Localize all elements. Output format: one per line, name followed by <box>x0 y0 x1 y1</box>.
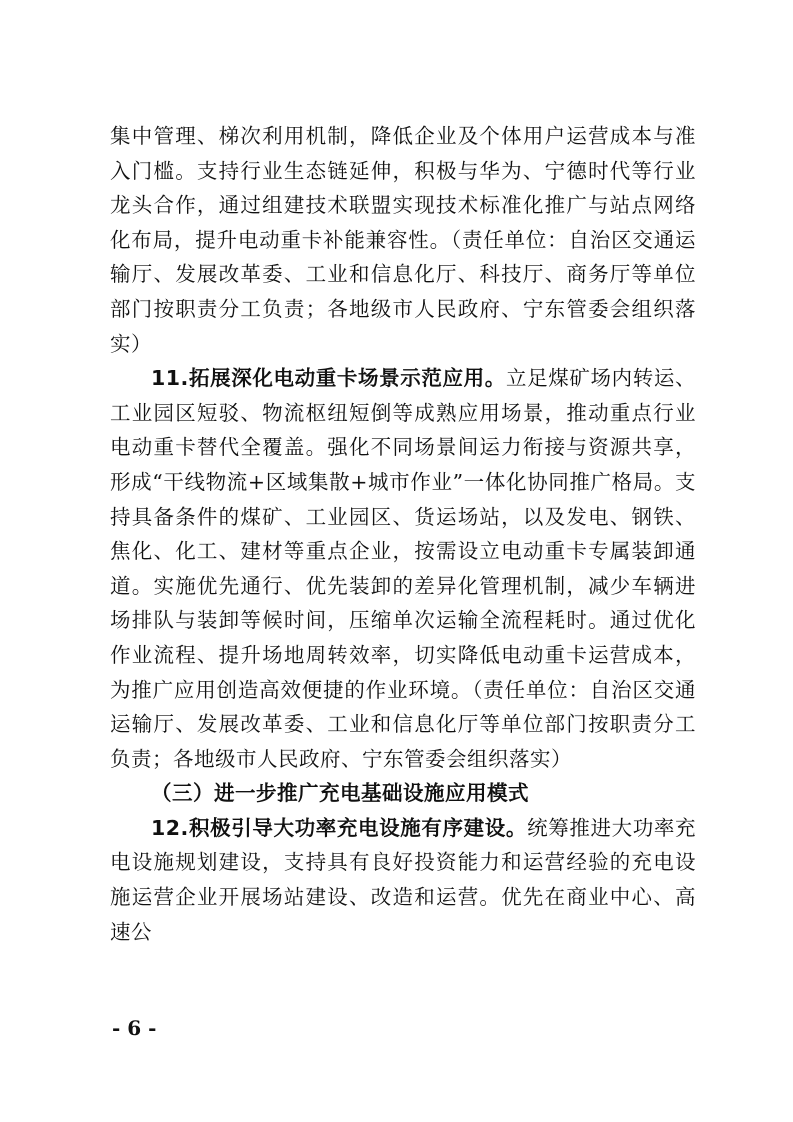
paragraph-item-12 <box>110 811 696 949</box>
paragraph-continued: 集中管理、梯次利用机制，降低企业及个体用户运营成本与准入门槛。支持行业生态链延伸，积极与华为、宁德时代等行业龙头合作，通过组建技术联盟实现技术标准化推广与站点网络化布局，提升电动重卡补能兼容性。（责任单位：自治区交通运输厅、发展改革委、工业和信息化厅、科技厅、商务厅等单位部门按职责分工负责；各地级市人民政府、宁东管委会组织落实） <box>110 124 696 356</box>
page-number: - 6 - <box>112 1016 157 1040</box>
section-3-heading: （三）进一步推广充电基础设施应用模式 <box>151 781 529 806</box>
item-12-heading: 12.积极引导大功率充电设施有序建设。 <box>151 815 528 840</box>
document-body <box>110 119 696 949</box>
item-12-body: 统筹推进大功率充电设施规划建设，支持具有良好投资能力和运营经验的充电设施运营企业开展场站建设、改造和运营。优先在商业中心、高速公 <box>110 815 696 944</box>
paragraph-item-11 <box>110 361 696 776</box>
item-11-body: 立足煤矿场内转运、工业园区短驳、物流枢纽短倒等成熟应用场景，推动重点行业电动重卡替代全覆盖。强化不同场景间运力衔接与资源共享，形成“干线物流+区域集散+城市作业”一体化协同推广格局。支持具备条件的煤矿、工业园区、货运场站，以及发电、钢铁、焦化、化工、建材等重点企业，按需设立电动重卡专属装卸通道。实施优先通行、优先装卸的差异化管理机制，减少车辆进场排队与装卸等候时间，压缩单次运输全流程耗时。通过优化作业流程、提升场地周转效率，切实降低电动重卡运营成本，为推广应用创造高效便捷的作业环境。（责任单位：自治区交通运输厅、发展改革委、工业和信息化厅等单位部门按职责分工负责；各地级市人民政府、宁东管委会组织落实） <box>110 366 696 771</box>
item-11-heading: 11.拓展深化电动重卡场景示范应用。 <box>151 366 506 391</box>
